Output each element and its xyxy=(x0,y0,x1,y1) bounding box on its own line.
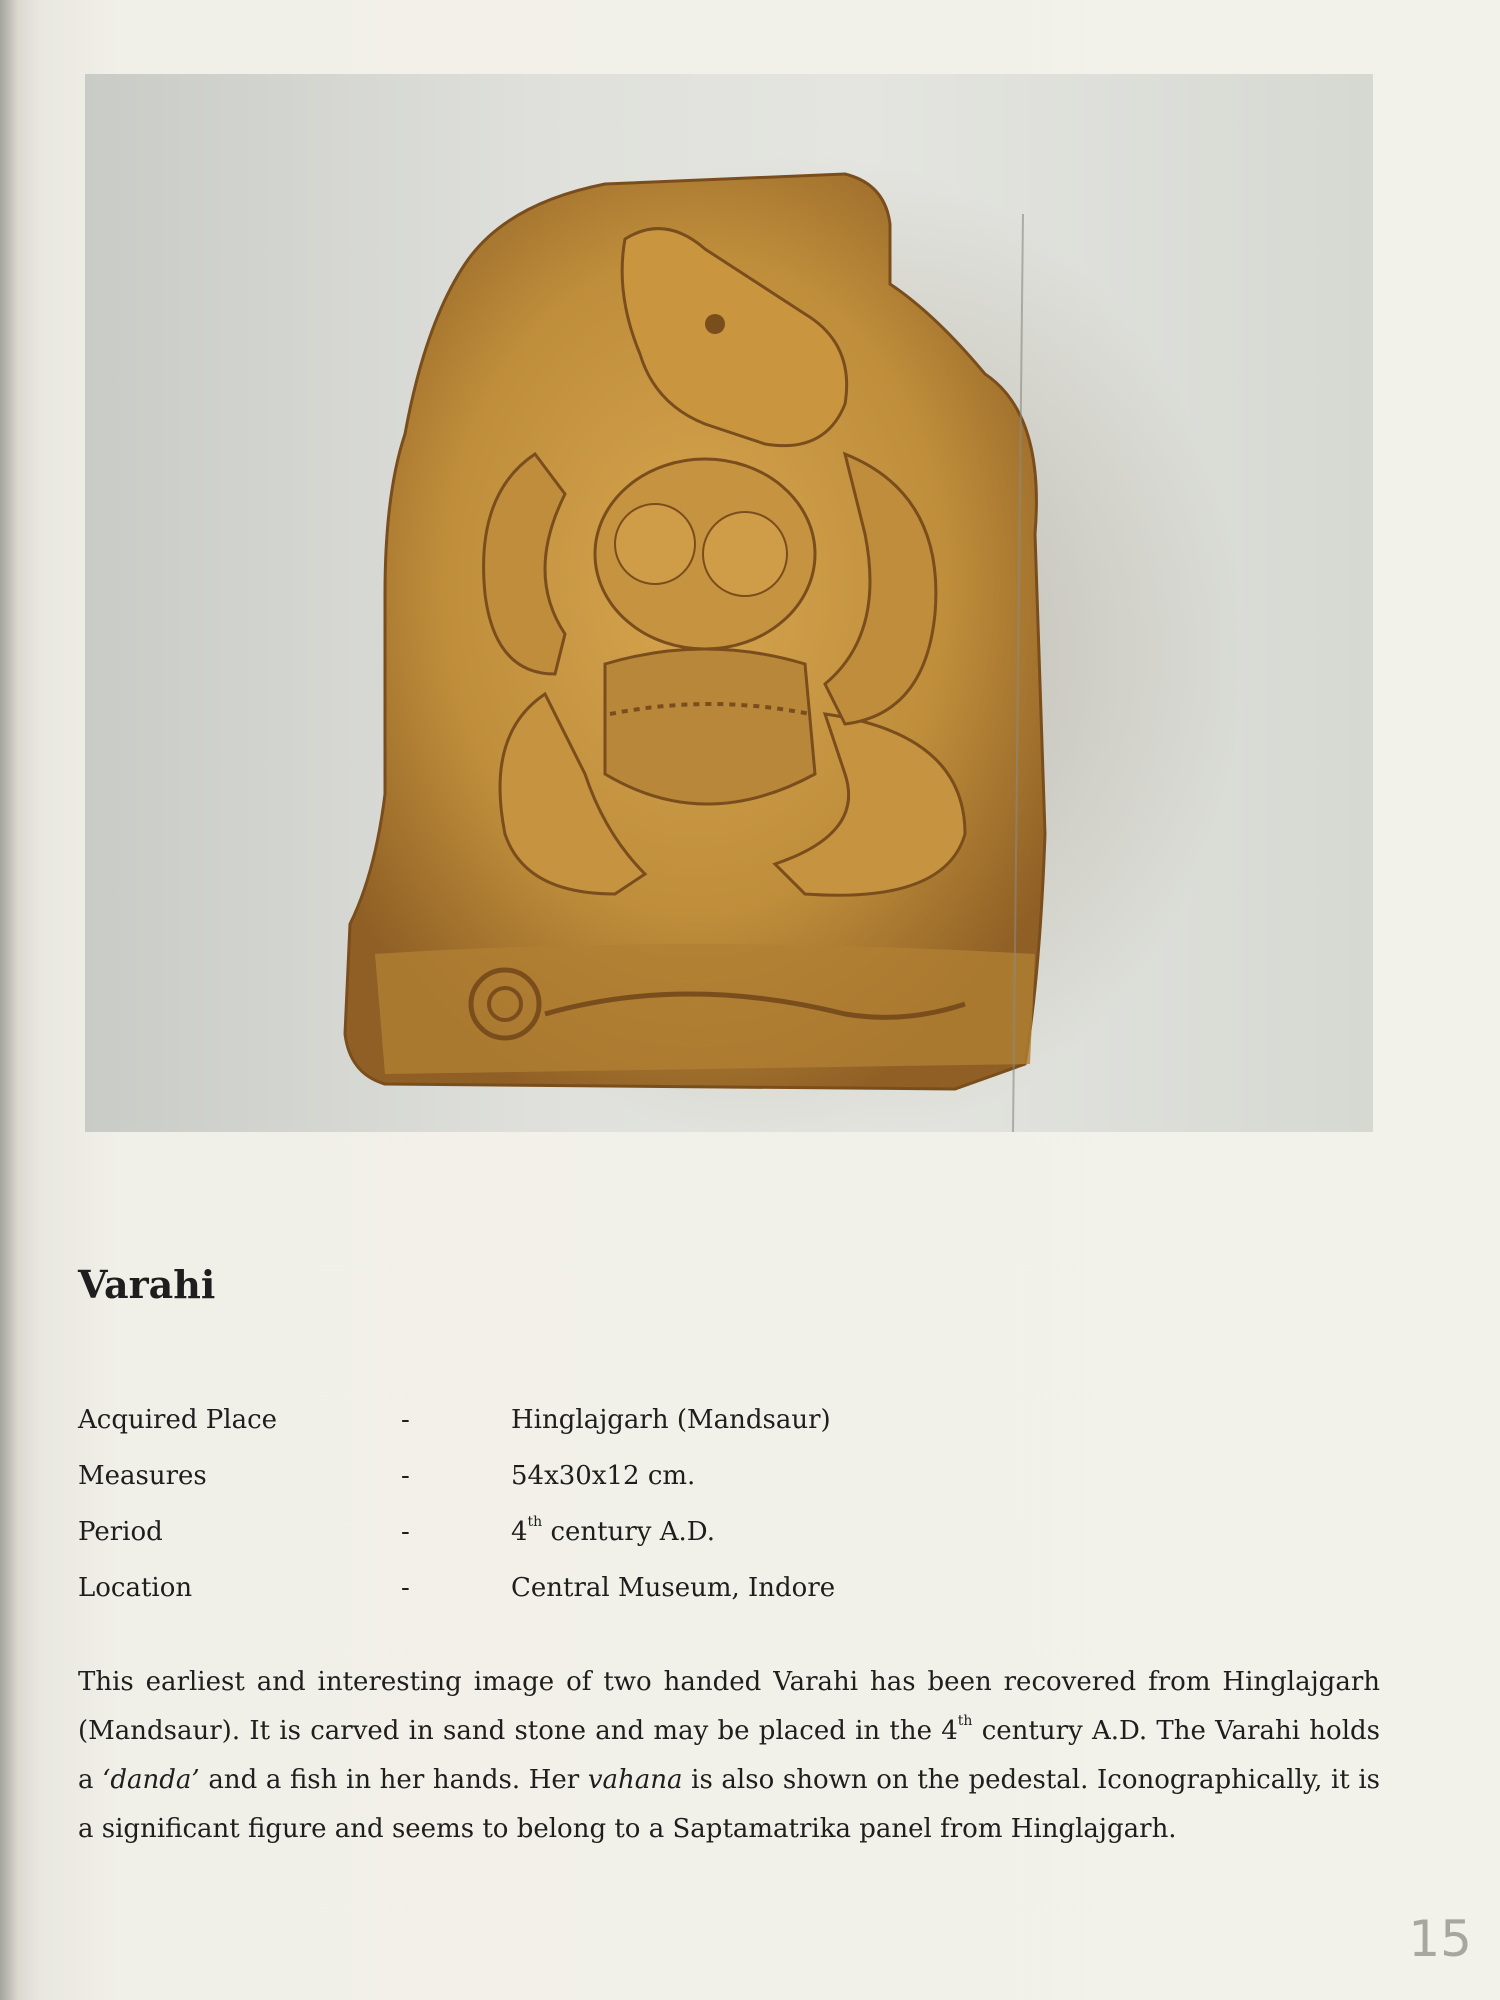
description-text: and a fish in her hands. Her xyxy=(199,1765,588,1795)
period-ordinal-suffix: th xyxy=(527,1514,543,1531)
artifact-title: Varahi xyxy=(78,1262,216,1307)
detail-separator: - xyxy=(401,1517,410,1547)
detail-separator: - xyxy=(401,1405,410,1435)
description-text: century A.D. The Varahi holds a xyxy=(78,1716,1380,1795)
description-text: is also shown on the pedestal. Iconographically, it is a significant figure and seems to belong to a Saptamatrika panel from Hinglajgarh. xyxy=(78,1765,1381,1844)
description-ordinal-suffix: th xyxy=(957,1713,973,1730)
page-gutter-shadow xyxy=(0,0,18,2000)
detail-label: Measures xyxy=(78,1461,207,1491)
description-term-vahana: vahana xyxy=(587,1765,683,1795)
period-number: 4 xyxy=(511,1517,528,1547)
page-number: 15 xyxy=(1408,1910,1472,1968)
detail-separator: - xyxy=(401,1461,410,1491)
detail-value: 54x30x12 cm. xyxy=(511,1461,696,1491)
description-term-danda: ‘danda’ xyxy=(102,1765,200,1795)
detail-value: Hinglajgarh (Mandsaur) xyxy=(511,1405,831,1435)
period-suffix: century A.D. xyxy=(542,1517,715,1547)
detail-label: Location xyxy=(78,1573,193,1603)
detail-value-period xyxy=(511,1504,715,1560)
detail-value: Central Museum, Indore xyxy=(511,1573,836,1603)
sculpture-photograph xyxy=(85,74,1373,1132)
detail-label: Period xyxy=(78,1517,163,1547)
varahi-sculpture-image xyxy=(85,74,1373,1132)
artifact-description xyxy=(78,1658,1380,1854)
detail-separator: - xyxy=(401,1573,410,1603)
detail-label: Acquired Place xyxy=(78,1405,278,1435)
description-text: This earliest and interesting image of two handed Varahi has been recovered from Hinglajgarh (Mandsaur). It is carved in sand stone and may be placed in the 4 xyxy=(78,1667,1380,1746)
